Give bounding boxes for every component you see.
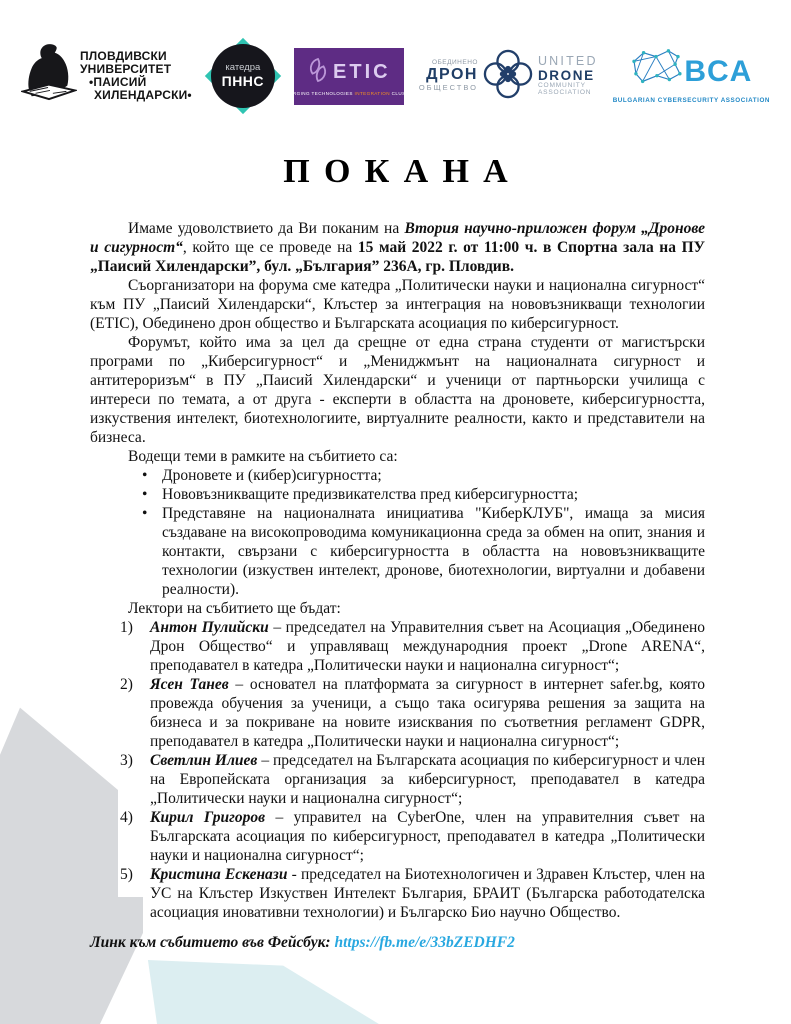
drone-rotors-icon	[483, 49, 533, 104]
speaker-description: председател на Българската асоциация по киберсигурност и член на Европейската организация за киберсигурност, преподавател в катедра „Политически науки и национална сигурност“;	[150, 752, 706, 807]
pnns-label-abbr: ПННС	[221, 72, 265, 89]
speaker-separator: -	[287, 866, 301, 883]
event-date-place: 15 май 2022 г. от 11:00 ч. в Спортна зала на ПУ „Паисий Хилендарски”, бул. „България” 236А, гр. Пловдив.	[90, 239, 706, 275]
speaker-item	[90, 865, 705, 922]
speaker-item	[90, 675, 705, 751]
udca-bulgarian-text	[419, 60, 478, 91]
pu-text-line3: •ПАИСИЙ	[88, 75, 147, 89]
topic-text: Дроновете и (кибер)сигурността;	[162, 467, 382, 484]
etic-tagline	[282, 91, 416, 96]
plovdiv-university-logo-text	[80, 50, 192, 102]
speaker-name: Кристина Ескенази	[150, 866, 288, 883]
pu-text-line1: ПЛОВДИВСКИ	[79, 49, 167, 64]
pu-text-line2: УНИВЕРСИТЕТ	[79, 62, 172, 77]
udca-bg-line3: ОБЩЕСТВО	[418, 82, 478, 92]
bulgaria-network-map-icon	[630, 48, 682, 95]
paragraph-forum-goal: Форумът, който има за цел да срещне от една страна студенти от магистърски програми по „Киберсигурност“ и „Мениджмънт на националната сигурност и антитероризъм“ в ПУ „Паисий Хилендарски“ и ученици от партньорски училища с интереси по темата, а от друга - експерти в областта на дроновете, киберсигурността, изкуствения интелект, биотехнологиите, виртуалните реалности, както и представители на бизнеса.	[90, 334, 705, 446]
bullet-icon: •	[142, 505, 148, 522]
topic-item	[90, 485, 705, 504]
facebook-event-link[interactable]: https://fb.me/e/33bZEDHF2	[334, 934, 515, 951]
speaker-item	[90, 751, 705, 808]
udca-en-line3: COMMUNITY	[537, 81, 586, 89]
speaker-description: управител на CyberOne, член на управителния съвет на Българската асоциация по киберсигурност, преподавател в катедра „Политически науки и национална сигурност“;	[150, 809, 706, 864]
etic-logo-name: ETIC	[333, 60, 391, 83]
speaker-name: Антон Пулийски	[150, 619, 269, 636]
paragraph-intro	[90, 219, 705, 276]
speaker-separator: –	[265, 809, 294, 826]
monk-scribe-icon	[21, 42, 77, 111]
speaker-separator: –	[268, 619, 286, 636]
topic-item	[90, 466, 705, 485]
department-pnns-logo	[207, 38, 279, 114]
speaker-description: председател на Биотехнологичен и Здравен Клъстер, член на УС на Клъстер Изкуствен Интелект България, БРАИТ (Българска работодателска асоциация иновативни технологии) и Българско Био научно Общество.	[150, 866, 706, 921]
bullet-icon: •	[142, 486, 148, 503]
speaker-name: Кирил Григоров	[150, 809, 266, 826]
udca-bg-line2: ДРОН	[426, 66, 478, 84]
udca-en-line2: DRONE	[537, 67, 595, 83]
bullet-icon: •	[142, 467, 148, 484]
speakers-lead: Лектори на събитието ще бъдат:	[128, 600, 341, 617]
intro-text: Имаме удоволствието да Ви поканим на	[128, 220, 405, 237]
pnns-label-katedra: катедра	[225, 62, 261, 74]
etic-tagline-c: CLUSTER	[390, 90, 416, 96]
speaker-separator: –	[257, 752, 274, 769]
speaker-description: председател на Управителния съвет на Асоциация „Обединено Дрон Общество“ и управляващ международния проект „Drone ARENA“, преподавател в катедра „Политически науки и национална сигурност“;	[150, 619, 705, 674]
paragraph-organizers: Съорганизатори на форума сме катедра „Политически науки и национална сигурност“ към ПУ „Паисий Хилендарски“, Клъстер за интеграция на нововъзникващи технологии (ETIC), Обединено дрон общество и Българската асоциация по киберсигурност.	[90, 277, 705, 332]
forum-name: Втория научно-приложен форум „Дронове и сигурност“	[90, 220, 705, 256]
speaker-number: 1)	[120, 619, 133, 636]
speaker-number: 2)	[120, 676, 133, 693]
etic-tagline-b: INTEGRATION	[354, 90, 390, 96]
page-title: ПОКАНА	[283, 153, 523, 190]
facebook-link-line	[90, 934, 515, 952]
etic-cluster-logo	[281, 48, 416, 105]
topics-lead: Водещи теми в рамките на събитието са:	[128, 448, 398, 465]
udca-english-text	[538, 55, 598, 96]
speaker-item	[90, 618, 705, 675]
udca-bg-line1: ОБЕДИНЕНО	[431, 59, 478, 67]
speaker-number: 4)	[120, 809, 133, 826]
plovdiv-university-logo	[21, 42, 192, 111]
speaker-name: Светлин Илиев	[150, 752, 258, 769]
udca-en-line1: UNITED	[537, 54, 598, 69]
speaker-number: 5)	[120, 866, 133, 883]
etic-flower-icon	[307, 57, 329, 88]
bulgarian-cybersecurity-association-logo	[613, 48, 770, 104]
speaker-item	[90, 808, 705, 865]
united-drone-community-logo	[419, 49, 598, 104]
topic-item	[90, 504, 705, 599]
bca-caption: BULGARIAN CYBERSECURITY ASSOCIATION	[612, 97, 771, 104]
speaker-name: Ясен Танев	[150, 676, 229, 693]
bca-abbr: BCA	[684, 54, 753, 88]
facebook-link-label: Линк към събитието във Фейсбук:	[90, 934, 335, 951]
document-body	[90, 219, 705, 922]
speaker-description: основател на платформата за сигурност в интернет safer.bg, която провежда обучения за ученици, а също така осигурява решения за защита на бизнеса и за покриване на новите изисквания по съответния регламент GDPR, преподавател в катедра „Политически науки и национална сигурност“;	[150, 676, 705, 750]
pu-text-line4: ХИЛЕНДАРСКИ•	[93, 87, 192, 102]
udca-en-line4: ASSOCIATION	[537, 88, 592, 96]
intro-text-2: , който ще се проведе на	[182, 239, 358, 256]
header-logos	[0, 0, 791, 114]
topic-text: Представяне на националната инициатива "КиберКЛУБ", имаща за мисия създаване на високопроводима комуникационна среда за обмен на опит, знания и контакти, свързани с киберсигурността в областта на нововъзникващите технологии (изкуствен интелект, дронове, биотехнологии, виртуални и добавени реалности).	[162, 505, 705, 598]
etic-tagline-a: EMERGING TECHNOLOGIES	[281, 90, 355, 96]
speaker-number: 3)	[120, 752, 133, 769]
topic-text: Нововъзникващите предизвикателства пред киберсигурността;	[162, 486, 579, 503]
pnns-circle	[211, 44, 275, 108]
speaker-separator: –	[228, 676, 250, 693]
